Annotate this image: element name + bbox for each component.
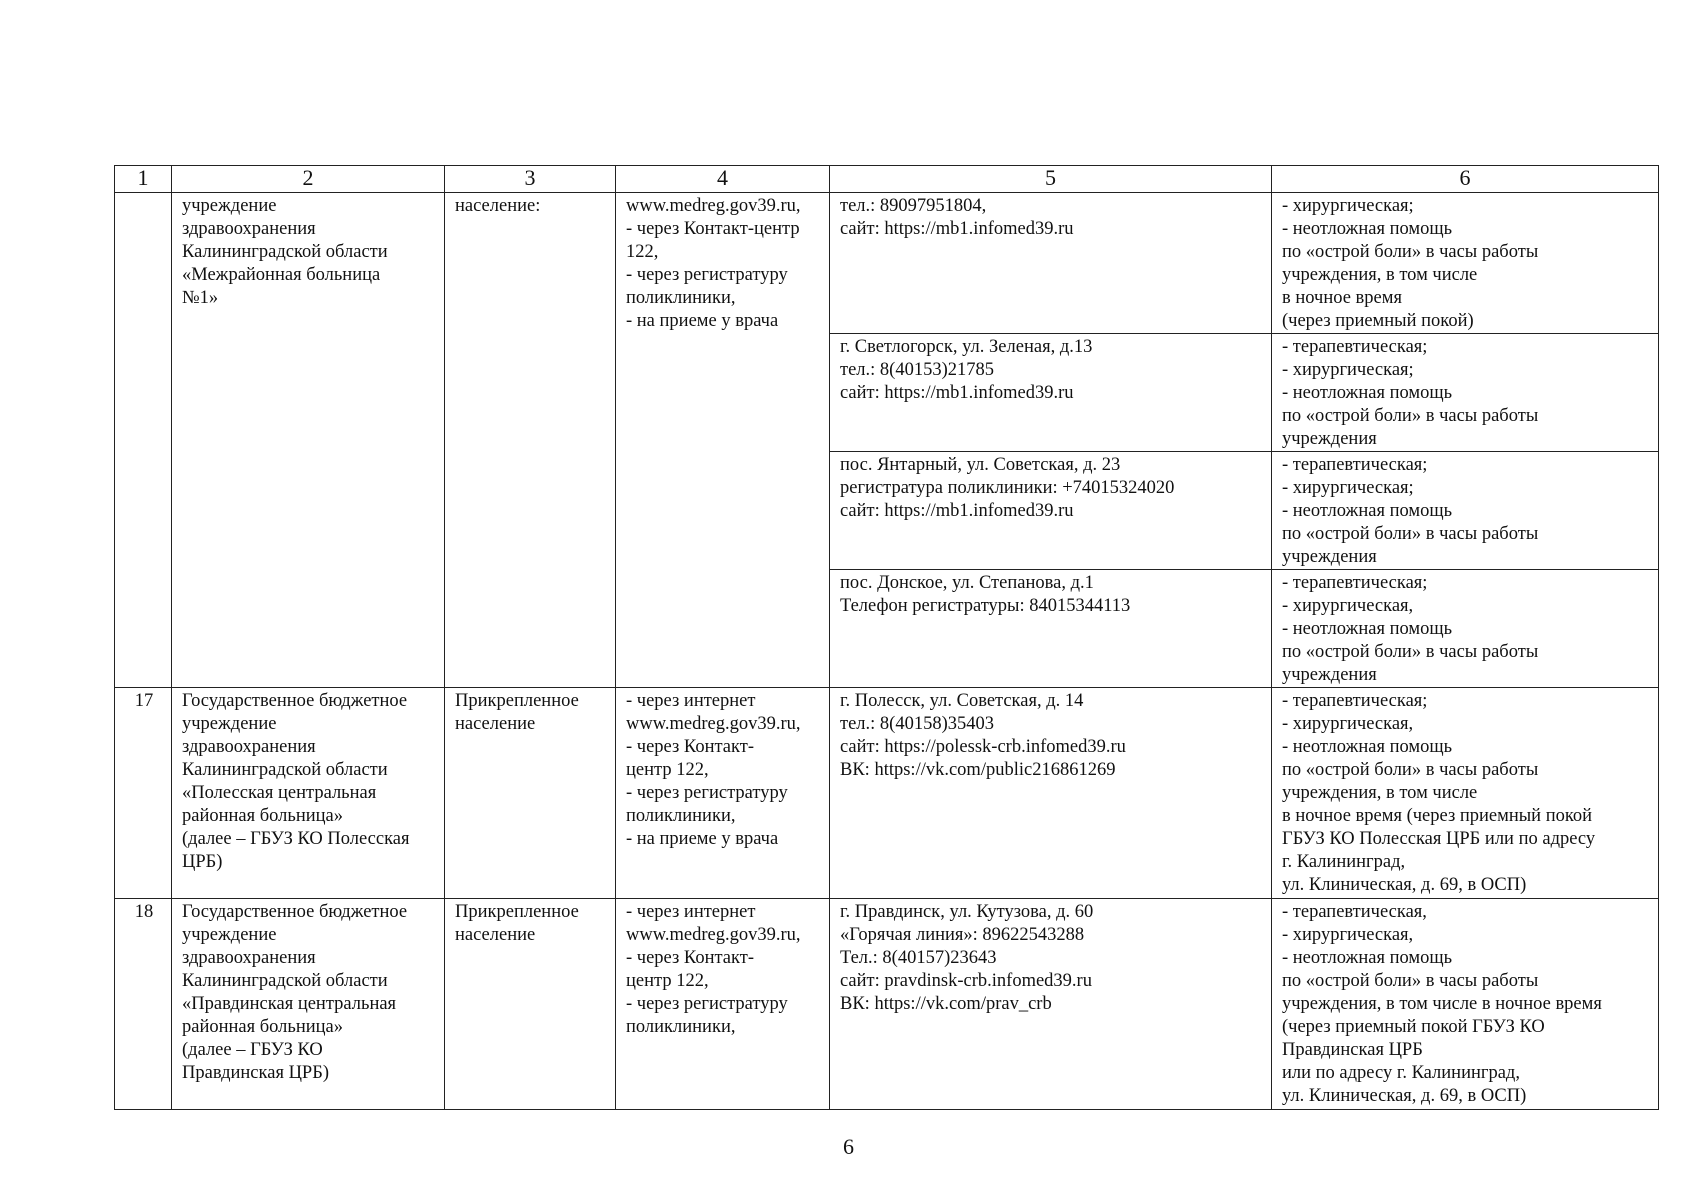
row-number-cell: 18 — [115, 899, 172, 1110]
address-cell: тел.: 89097951804, сайт: https://mb1.infomed39.ru — [830, 193, 1272, 334]
care-types-cell: - хирургическая; - неотложная помощь по «острой боли» в часы работы учреждения, в том числе в ночное время (через приемный покой) — [1272, 193, 1659, 334]
care-types-cell: - терапевтическая, - хирургическая, - неотложная помощь по «острой боли» в часы работы учреждения, в том числе в ночное время (через приемный покой ГБУЗ КО Правдинская ЦРБ или по адресу г. Калининград, ул. Клиническая, д. 69, в ОСП) — [1272, 899, 1659, 1110]
col-header-2: 2 — [172, 166, 445, 193]
population-cell: Прикрепленное население — [445, 688, 616, 899]
care-types-cell: - терапевтическая; - хирургическая; - неотложная помощь по «острой боли» в часы работы учреждения — [1272, 452, 1659, 570]
institution-cell: Государственное бюджетное учреждение здравоохранения Калининградской области «Правдинская центральная районная больница» (далее – ГБУЗ КО Правдинская ЦРБ) — [172, 899, 445, 1110]
institution-cell: Государственное бюджетное учреждение здравоохранения Калининградской области «Полесская центральная районная больница» (далее – ГБУЗ КО Полесская ЦРБ) — [172, 688, 445, 899]
col-header-5: 5 — [830, 166, 1272, 193]
col-header-1: 1 — [115, 166, 172, 193]
registration-cell: - через интернет www.medreg.gov39.ru, - через Контакт- центр 122, - через регистратуру поликлиники, — [616, 899, 830, 1110]
address-cell: г. Правдинск, ул. Кутузова, д. 60 «Горячая линия»: 89622543288 Тел.: 8(40157)23643 сайт: pravdinsk-crb.infomed39.ru ВК: https://vk.com/prav_crb — [830, 899, 1272, 1110]
care-types-cell: - терапевтическая; - хирургическая, - неотложная помощь по «острой боли» в часы работы учреждения — [1272, 570, 1659, 688]
row-number-cell — [115, 193, 172, 688]
header-row — [115, 166, 1659, 193]
table-row — [115, 688, 1659, 899]
col-header-6: 6 — [1272, 166, 1659, 193]
registration-cell: www.medreg.gov39.ru, - через Контакт-центр 122, - через регистратуру поликлиники, - на приеме у врача — [616, 193, 830, 688]
care-types-cell: - терапевтическая; - хирургическая, - неотложная помощь по «острой боли» в часы работы учреждения, в том числе в ночное время (через приемный покой ГБУЗ КО Полесская ЦРБ или по адресу г. Калининград, ул. Клиническая, д. 69, в ОСП) — [1272, 688, 1659, 899]
table-row — [115, 193, 1659, 334]
address-cell: г. Полесск, ул. Советская, д. 14 тел.: 8(40158)35403 сайт: https://polessk-crb.infomed39.ru ВК: https://vk.com/public216861269 — [830, 688, 1272, 899]
address-cell: пос. Донское, ул. Степанова, д.1 Телефон регистратуры: 84015344113 — [830, 570, 1272, 688]
institution-cell: учреждение здравоохранения Калининградской области «Межрайонная больница №1» — [172, 193, 445, 688]
address-cell: пос. Янтарный, ул. Советская, д. 23 регистратура поликлиники: +74015324020 сайт: https://mb1.infomed39.ru — [830, 452, 1272, 570]
care-types-cell: - терапевтическая; - хирургическая; - неотложная помощь по «острой боли» в часы работы учреждения — [1272, 334, 1659, 452]
col-header-3: 3 — [445, 166, 616, 193]
population-cell: Прикрепленное население — [445, 899, 616, 1110]
address-cell: г. Светлогорск, ул. Зеленая, д.13 тел.: 8(40153)21785 сайт: https://mb1.infomed39.ru — [830, 334, 1272, 452]
col-header-4: 4 — [616, 166, 830, 193]
row-number-cell: 17 — [115, 688, 172, 899]
page-number: 6 — [843, 1134, 854, 1159]
registration-cell: - через интернет www.medreg.gov39.ru, - через Контакт- центр 122, - через регистратуру поликлиники, - на приеме у врача — [616, 688, 830, 899]
population-cell: население: — [445, 193, 616, 688]
facilities-table — [114, 165, 1659, 1110]
table-row — [115, 899, 1659, 1110]
